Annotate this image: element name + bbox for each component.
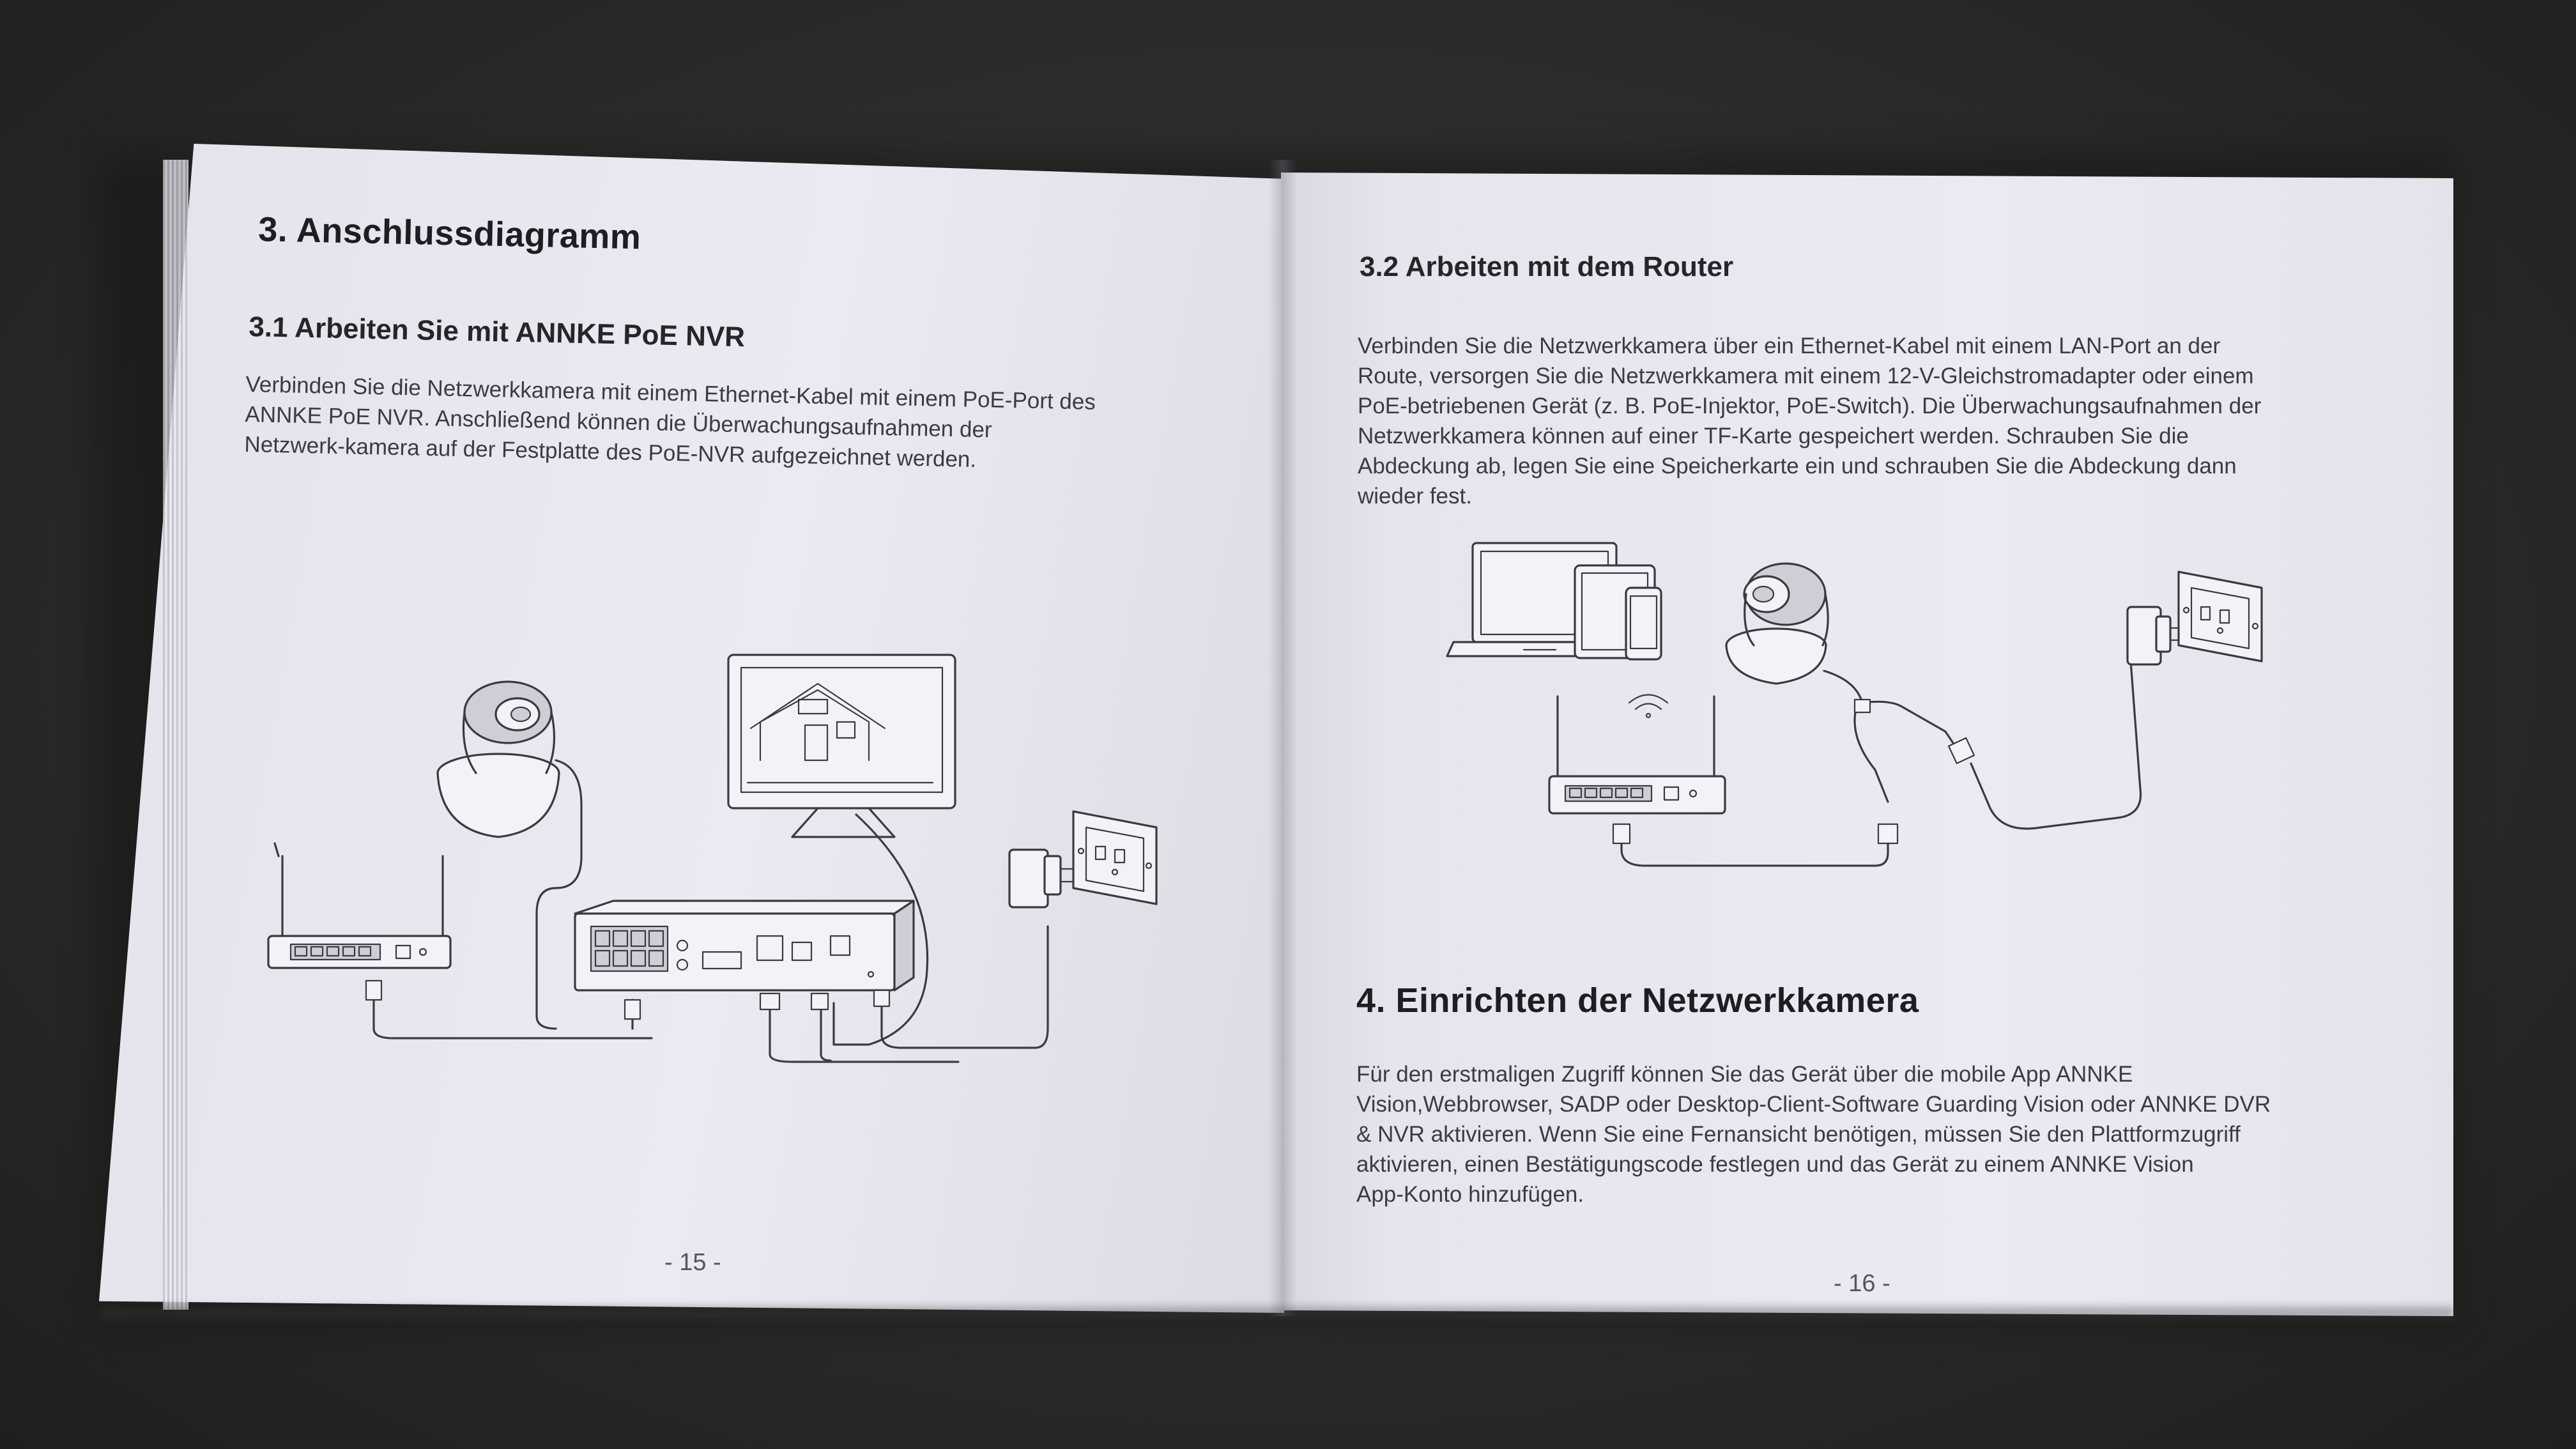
camera-cable <box>1824 671 1958 751</box>
page-number-left: - 15 - <box>664 1249 721 1276</box>
diagram-poe-nvr <box>256 645 1182 1080</box>
smartphone-icon <box>1626 588 1661 659</box>
nvr-icon <box>575 901 914 990</box>
wifi-icon <box>1629 695 1667 718</box>
power-cable <box>1971 661 2141 829</box>
page-heading-connection-diagram: 3. Anschlussdiagramm <box>257 210 642 257</box>
page-heading-network-camera-setup: 4. Einrichten der Netzwerkkamera <box>1356 981 1919 1020</box>
wall-outlet-icon <box>2179 572 2262 661</box>
section-title-poe-nvr: 3.1 Arbeiten Sie mit ANNKE PoE NVR <box>248 311 746 353</box>
page-edges <box>163 160 188 1310</box>
power-adapter-icon <box>1009 850 1073 907</box>
spine <box>1268 160 1297 1316</box>
paragraph-poe-nvr: Verbinden Sie die Netzwerkkamera mit einem Ethernet-Kabel mit einem PoE-Port des ANNKE PoE NVR. Anschließend können die Überwachungsaufnahmen der Netzwerk-kamera auf der Festplatte des PoE-NVR aufgezeichnet werden. <box>244 371 1096 472</box>
section-title-router: 3.2 Arbeiten mit dem Router <box>1360 251 1734 282</box>
router-cable <box>1621 834 1888 866</box>
camera-cable-2 <box>1855 709 1888 802</box>
router-cable <box>374 984 652 1038</box>
router-icon <box>1549 696 1725 813</box>
paragraph-router: Verbinden Sie die Netzwerkkamera über ein Ethernet-Kabel mit einem LAN-Port an der Route, versorgen Sie die Netzwerkkamera mit einem 12-V-Gleichstromadapter oder einem PoE-betriebenen Gerät (z. B. PoE-Injektor, PoE-Switch). Die Überwachungsaufnahmen der Netzwerkkamera können auf einer TF-Karte gespeichert werden. Schrauben Sie die Abdeckung ab, legen Sie eine Speicherkarte ein und schrauben Sie die Abdeckung dann wieder fest. <box>1358 334 2262 509</box>
dome-camera-icon <box>1726 564 1828 684</box>
dome-camera-icon <box>438 682 559 837</box>
router-icon <box>268 843 450 968</box>
wall-outlet-icon <box>1073 811 1156 904</box>
diagram-router <box>1441 533 2284 891</box>
nvr-cable-2 <box>821 1003 831 1061</box>
page-number-right: - 16 - <box>1834 1270 1890 1297</box>
paragraph-setup: Für den erstmaligen Zugriff können Sie das Gerät über die mobile App ANNKE Vision,Webbrowser, SADP oder Desktop-Client-Software Guarding Vision oder ANNKE DVR & NVR aktivieren. Wenn Sie eine Fernansicht benötigen, müssen Sie den Plattformzugriff aktivieren, einen Bestätigungscode festlegen und das Gerät zu einem ANNKE Vision App-Konto hinzufügen. <box>1356 1062 2271 1207</box>
hdmi-cable <box>770 1003 958 1062</box>
monitor-icon <box>728 655 955 837</box>
bottom-shadow <box>102 1307 2453 1319</box>
power-adapter-icon <box>2128 607 2182 664</box>
